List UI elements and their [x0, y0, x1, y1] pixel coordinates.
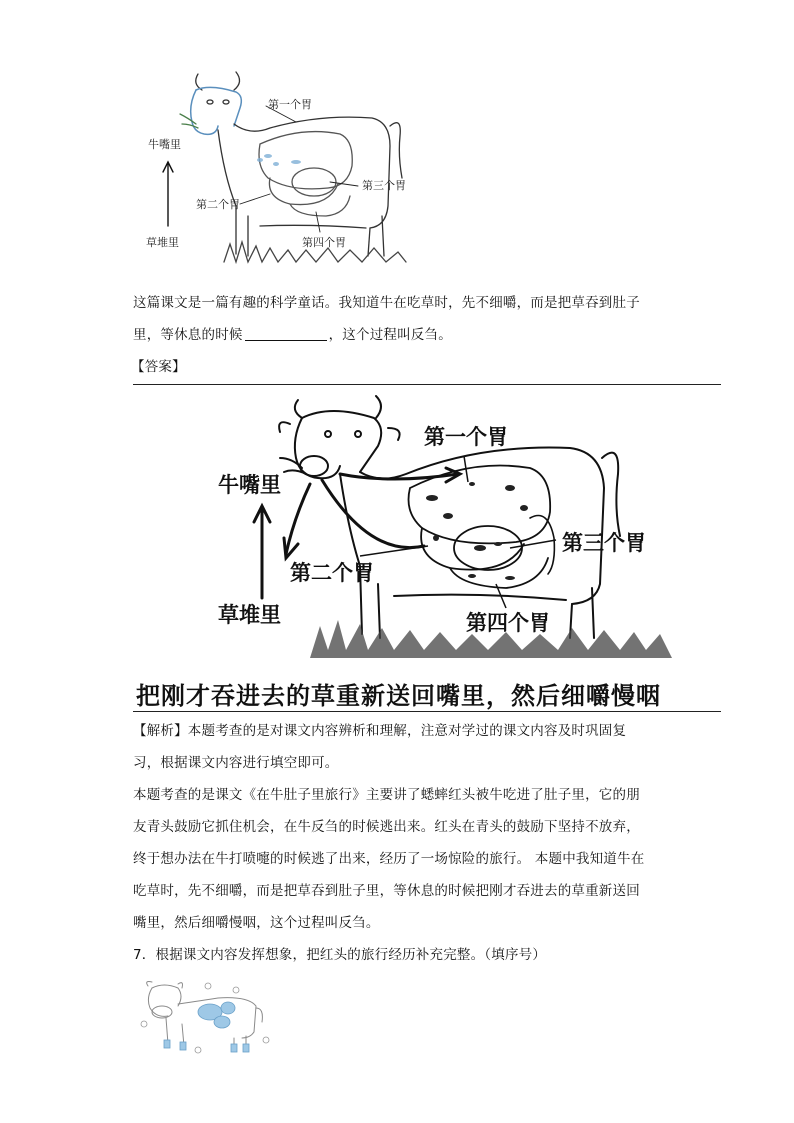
analysis-line-2: 习，根据课文内容进行填空即可。	[133, 755, 339, 771]
fig1-label-stomach4: 第四个胃	[302, 236, 346, 249]
cow-travel-sketch	[138, 978, 278, 1060]
fig1-label-stomach3: 第三个胃	[362, 179, 406, 192]
answer-top-rule	[133, 384, 721, 385]
analysis-line-6: 吃草时，先不细嚼，而是把草吞到肚子里，等休息的时候把刚才吞进去的草重新送回	[133, 883, 640, 899]
analysis-line-1: 【解析】本题考查的是对课文内容辨析和理解，注意对学过的课文内容及时巩固复	[133, 723, 627, 739]
fig1-label-stomach1: 第一个胃	[268, 98, 312, 111]
analysis-line-7: 嘴里，然后细嚼慢咽，这个过程叫反刍。	[133, 915, 380, 931]
fig1-label-mouth: 牛嘴里	[148, 138, 181, 151]
fig2-label-stomach4: 第四个胃	[466, 611, 550, 635]
cow-stomach-figure-small	[140, 66, 430, 276]
answer-heading: 【答案】	[131, 359, 186, 375]
fig2-label-mouth: 牛嘴里	[218, 473, 281, 497]
fig2-label-stomach2: 第二个胃	[290, 561, 374, 585]
fill-blank[interactable]	[245, 326, 327, 341]
analysis-line-4: 友青头鼓励它抓住机会，在牛反刍的时候逃出来。红头在青头的鼓励下坚持不放弃，	[133, 819, 640, 835]
question-line-2-prefix: 里，等休息的时候	[133, 327, 243, 343]
fig1-label-stomach2: 第二个胃	[196, 198, 240, 211]
fig2-label-pile: 草堆里	[218, 603, 281, 627]
question-line-2-suffix: ，这个过程叫反刍。	[328, 327, 452, 343]
cow-stomach-figure-large	[210, 388, 680, 670]
question-line-1: 这篇课文是一篇有趣的科学童话。我知道牛在吃草时，先不细嚼，而是把草吞到肚子	[133, 295, 640, 311]
fig2-label-stomach3: 第三个胃	[562, 531, 646, 555]
answer-text: 把刚才吞进去的草重新送回嘴里，然后细嚼慢咽	[136, 682, 661, 710]
analysis-line-5: 终于想办法在牛打喷嚏的时候逃了出来，经历了一场惊险的旅行。 本题中我知道牛在	[133, 851, 645, 867]
question-7: 7．根据课文内容发挥想象，把红头的旅行经历补充完整。（填序号）	[133, 947, 547, 963]
analysis-line-3: 本题考查的是课文《在牛肚子里旅行》主要讲了蟋蟀红头被牛吃进了肚子里，它的朋	[133, 787, 640, 803]
fig1-label-pile: 草堆里	[146, 236, 179, 249]
answer-bottom-rule	[133, 711, 721, 712]
question-line-2	[133, 320, 452, 351]
fig2-label-stomach1: 第一个胃	[424, 425, 508, 449]
